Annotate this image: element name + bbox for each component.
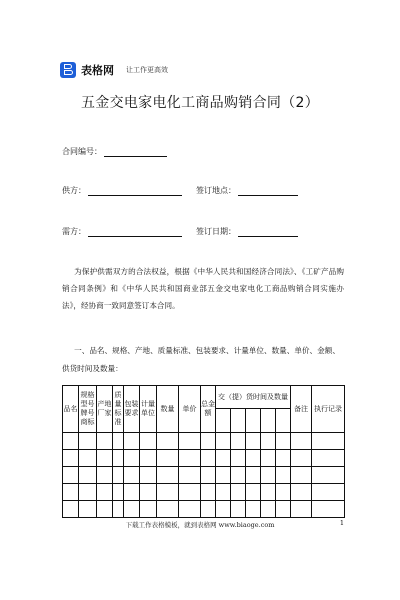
header-amount: 总金额 [201,386,216,433]
preamble-paragraph: 为保护供需双方的合法权益，根据《中华人民共和国经济合同法》、《工矿产品购销合同条例》和《中华人民共和国商业部五金交电家电化工商品购销合同实施办法》，经协商一致同意签订本合同。 [62,267,344,310]
table-cell [246,450,261,467]
sign-date-label: 签订日期： [196,227,236,236]
table-cell [124,433,140,450]
table-cell [276,467,291,484]
table-cell [140,450,157,467]
table-cell [79,467,97,484]
delivery-subcell [276,409,291,433]
table-cell [201,467,216,484]
table-cell [113,484,124,501]
demander-label: 需方： [62,227,86,236]
table-cell [261,501,276,518]
header-name: 品名 [63,386,79,433]
table-cell [140,467,157,484]
table-cell [79,433,97,450]
table-cell [261,484,276,501]
sign-date-blank [238,228,298,237]
table-row [63,450,345,467]
table-cell [124,467,140,484]
delivery-subcell [261,409,276,433]
table-cell [276,484,291,501]
document-title: 五金交电家电化工商品购销合同（2） [80,95,319,111]
table-cell [261,433,276,450]
table-cell [113,501,124,518]
table-cell [157,467,179,484]
table-cell [312,433,345,450]
table-cell [291,450,312,467]
table-cell [276,433,291,450]
table-cell [157,501,179,518]
table-cell [157,433,179,450]
table-cell [124,501,140,518]
footer-text: 下载工作表格模板，就到表格网 www.biaoge.com [125,521,275,529]
table-cell [276,501,291,518]
supplier-blank [88,187,182,196]
table-cell [63,450,79,467]
table-cell [216,467,231,484]
table-cell [140,433,157,450]
table-cell [201,501,216,518]
demander-field [62,226,182,237]
brand-logo [60,62,168,78]
demander-blank [88,228,182,237]
table-cell [246,501,261,518]
table-cell [179,433,201,450]
table-cell [79,484,97,501]
delivery-subcell [246,409,261,433]
table-cell [97,433,113,450]
table-cell [246,433,261,450]
table-cell [63,467,79,484]
table-cell [124,450,140,467]
table-cell [79,501,97,518]
delivery-subcell [231,409,246,433]
table-cell [312,484,345,501]
table-cell [63,501,79,518]
table-cell [246,484,261,501]
table-cell [140,484,157,501]
table-cell [312,450,345,467]
brand-name: 表格网 [81,64,114,77]
table-cell [312,501,345,518]
header-execution: 执行记录 [312,386,345,433]
header-delivery: 交（提）货时间及数量 [216,386,291,409]
table-cell [97,450,113,467]
table-cell [231,467,246,484]
table-cell [291,501,312,518]
table-cell [63,433,79,450]
table-logo-icon [60,62,76,78]
table-cell [291,467,312,484]
table-cell [179,484,201,501]
table-cell [231,501,246,518]
table-cell [157,450,179,467]
table-cell [216,501,231,518]
table-cell [291,433,312,450]
contract-number-field [62,146,167,157]
contract-number-label: 合同编号： [62,147,102,156]
table-cell [157,484,179,501]
header-packing: 包装要求 [124,386,140,433]
table-cell [201,433,216,450]
table-cell [63,484,79,501]
table-cell [201,484,216,501]
table-cell [261,450,276,467]
goods-table [62,385,345,518]
table-row [63,501,345,518]
table-cell [216,433,231,450]
delivery-subcell [216,409,231,433]
table-cell [113,433,124,450]
table-cell [179,450,201,467]
brand-slogan: 让工作更高效 [126,66,168,74]
table-cell [97,467,113,484]
table-body [63,433,345,518]
header-unit: 计量单位 [140,386,157,433]
sign-place-label: 签订地点： [196,186,236,195]
table-row [63,433,345,450]
table-cell [231,484,246,501]
header-origin: 产地厂家 [97,386,113,433]
table-cell [261,467,276,484]
supplier-field [62,185,182,196]
table-cell [97,484,113,501]
table-cell [231,433,246,450]
table-cell [246,467,261,484]
table-cell [201,450,216,467]
sign-place-blank [238,187,298,196]
table-cell [216,484,231,501]
table-cell [179,501,201,518]
page-number: 1 [339,519,344,527]
supplier-label: 供方： [62,186,86,195]
header-qty: 数量 [157,386,179,433]
table-cell [113,467,124,484]
table-cell [124,484,140,501]
table-cell [216,450,231,467]
table-cell [179,467,201,484]
table-cell [312,467,345,484]
table-cell [79,450,97,467]
table-row [63,467,345,484]
table-cell [97,501,113,518]
table-cell [231,450,246,467]
section-1-heading: 一、品名、规格、产地、质量标准、包装要求、计量单位、数量、单价、金额、供货时间及数量： [62,346,340,373]
sign-date-field [196,226,298,237]
header-spec: 规格型号牌号商标 [79,386,97,433]
table-row [63,484,345,501]
table-cell [140,501,157,518]
header-quality: 质量标准 [113,386,124,433]
header-price: 单价 [179,386,201,433]
header-remark: 备注 [291,386,312,433]
sign-place-field [196,185,298,196]
table-cell [291,484,312,501]
contract-number-blank [104,148,167,157]
table-cell [113,450,124,467]
table-cell [276,450,291,467]
